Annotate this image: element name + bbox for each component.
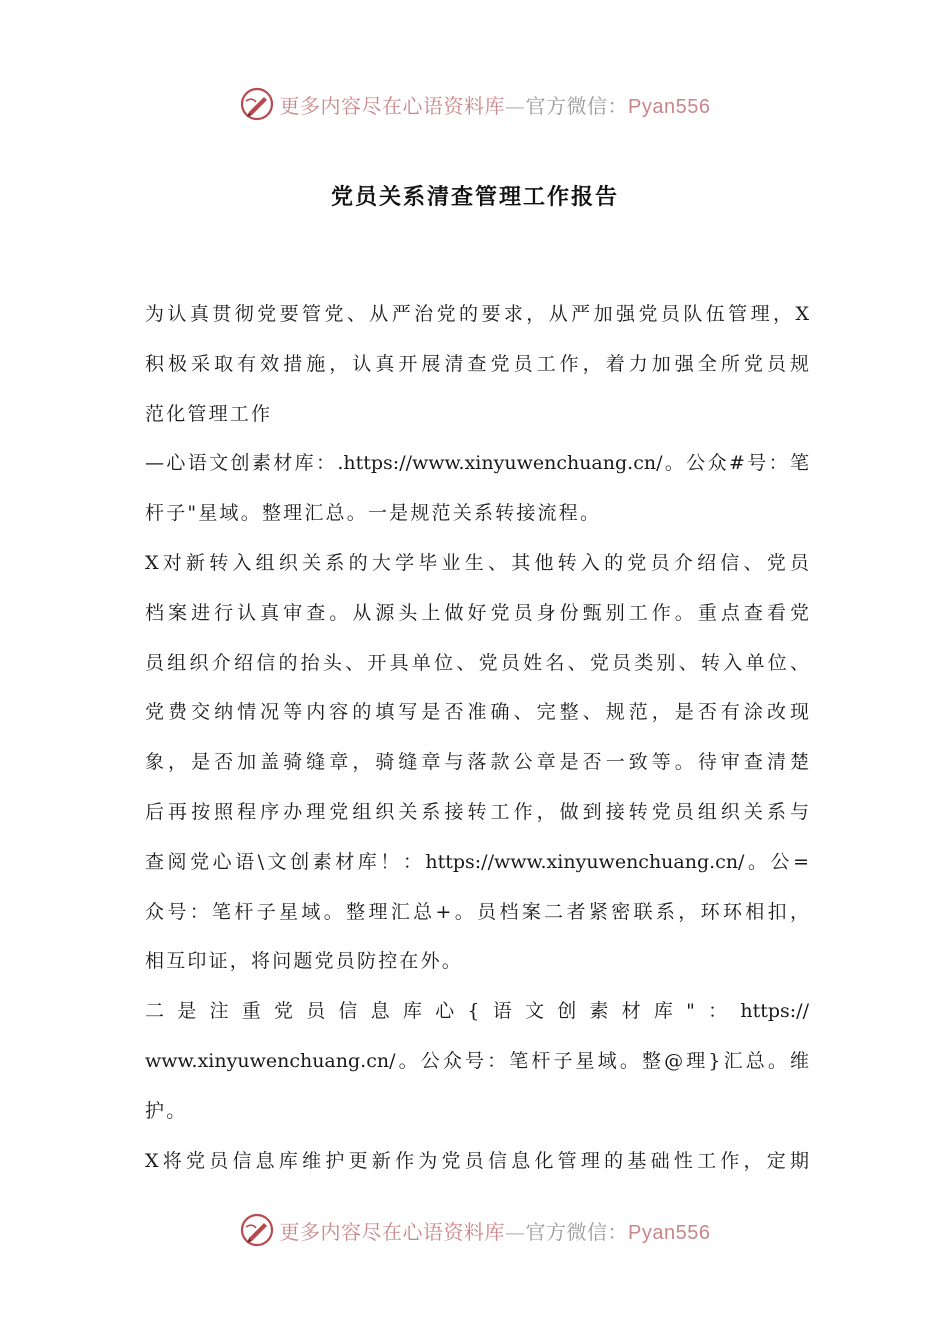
body-line: 二是注重党员信息库心{语文创素材库"：https:// <box>145 1000 809 1023</box>
banner-dash: — <box>505 93 526 118</box>
body-line: 后再按照程序办理党组织关系接转工作，做到接转党员组织关系与 <box>145 800 809 823</box>
body-line: 范化管理工作 <box>145 402 273 425</box>
banner-wechat-label: 官方微信： <box>525 93 629 118</box>
body-line: X将党员信息库维护更新作为党员信息化管理的基础性工作，定期 <box>145 1149 809 1172</box>
body-line: 党费交纳情况等内容的填写是否准确、完整、规范，是否有涂改现 <box>145 701 809 724</box>
banner-lead: 更多内容尽在心语资料库 <box>279 1219 506 1244</box>
body-line: 查阅党心语\文创素材库！：https://www.xinyuwenchuang.cn/。公= <box>145 850 809 873</box>
body-line: 象，是否加盖骑缝章，骑缝章与落款公章是否一致等。待审查清楚 <box>145 751 809 774</box>
banner-wechat-label: 官方微信： <box>525 1219 629 1244</box>
body-line: 积极采取有效措施，认真开展清查党员工作，着力加强全所党员规 <box>145 352 809 375</box>
document-body <box>145 290 809 1186</box>
banner-lead: 更多内容尽在心语资料库 <box>279 93 506 118</box>
banner-text <box>280 1216 711 1245</box>
body-line: X对新转入组织关系的大学毕业生、其他转入的党员介绍信、党员 <box>145 551 809 574</box>
body-line: 相互印证，将问题党员防控在外。 <box>145 950 464 973</box>
body-line: 档案进行认真审查。从源头上做好党员身份甄别工作。重点查看党 <box>145 601 809 624</box>
pen-logo-icon <box>240 87 274 121</box>
body-line: 员组织介绍信的抬头、开具单位、党员姓名、党员类别、转入单位、 <box>145 651 809 674</box>
header-banner <box>0 84 950 124</box>
banner-dash: — <box>505 1219 526 1244</box>
body-line: —心语文创素材库：.https://www.xinyuwenchuang.cn/。公众#号：笔 <box>145 452 809 475</box>
body-line: 杆子"星域。整理汇总。一是规范关系转接流程。 <box>145 502 602 525</box>
banner-text <box>280 90 711 119</box>
body-line: 为认真贯彻党要管党、从严治党的要求，从严加强党员队伍管理，X <box>145 303 809 325</box>
body-line: 众号：笔杆子星域。整理汇总+。员档案二者紧密联系，环环相扣， <box>145 900 809 923</box>
footer-banner <box>0 1210 950 1250</box>
banner-wechat-id: Pyan556 <box>628 1221 711 1244</box>
document-title: 党员关系清查管理工作报告 <box>330 185 619 210</box>
pen-logo-icon <box>240 1213 274 1247</box>
body-line: www.xinyuwenchuang.cn/。公众号：笔杆子星域。整@理}汇总。维 <box>145 1049 809 1072</box>
banner-wechat-id: Pyan556 <box>628 95 711 118</box>
body-line: 护。 <box>145 1099 188 1122</box>
